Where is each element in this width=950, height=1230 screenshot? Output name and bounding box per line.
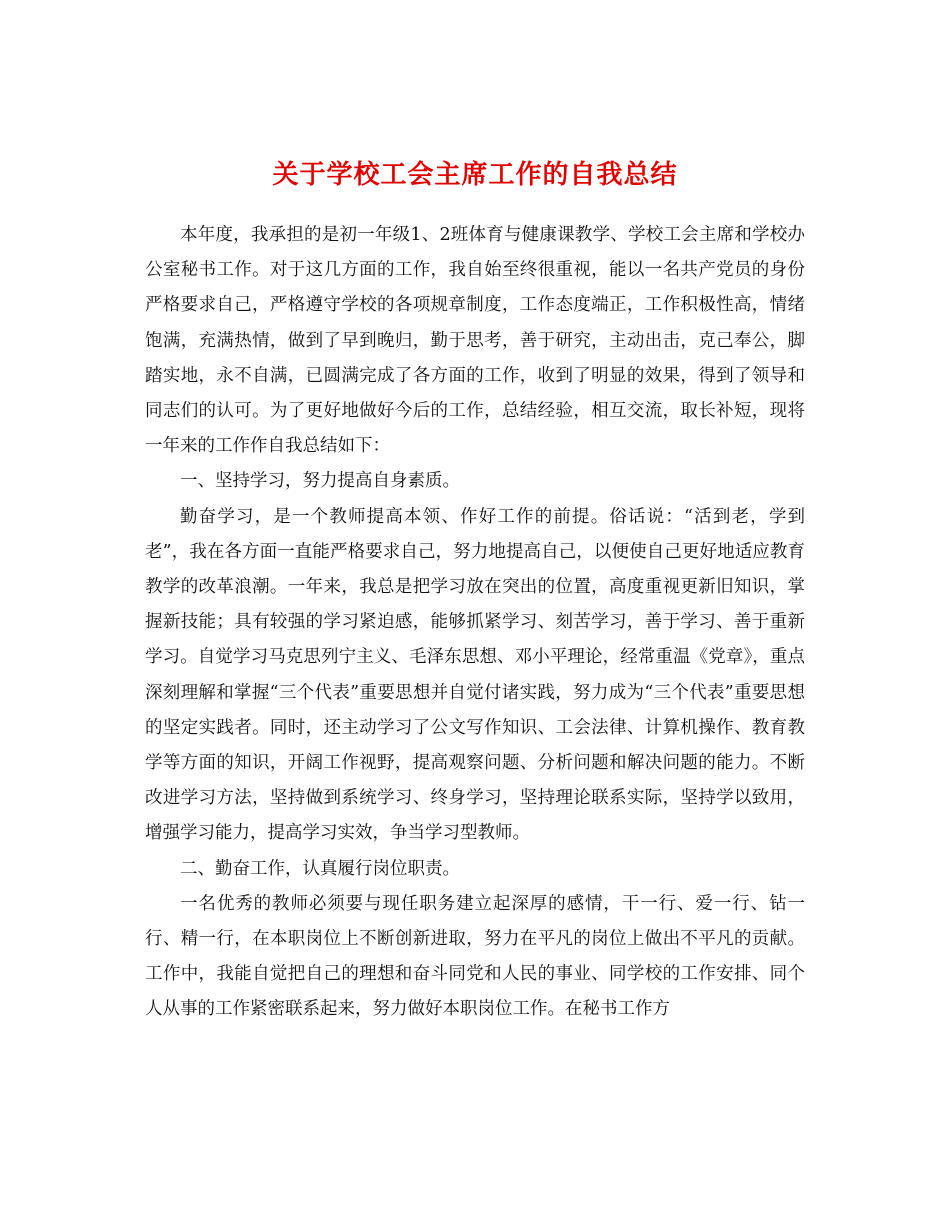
- document-title: 关于学校工会主席工作的自我总结: [272, 160, 678, 191]
- paragraph-work: 一名优秀的教师必须要与现任职务建立起深厚的感情，干一行、爱一行、钻一行、精一行，在本职岗位上不断创新进取，努力在平凡的岗位上做出不平凡的贡献。工作中，我能自觉把自己的理想和奋斗同党和人民的事业、同学校的工作安排、同个人从事的工作紧密联系起来，努力做好本职岗位工作。在秘书工作方: [145, 893, 805, 1020]
- section-heading-1: 一、坚持学习，努力提高自身素质。: [180, 471, 460, 492]
- document-body: [145, 218, 805, 1028]
- paragraph-study: 勤奋学习，是一个教师提高本领、作好工作的前提。俗话说：“活到老，学到老”，我在各方面一直能严格要求自己，努力地提高自己，以便使自己更好地适应教育教学的改革浪潮。一年来，我总是把学习放在突出的位置，高度重视更新旧知识，掌握新技能；具有较强的学习紧迫感，能够抓紧学习、刻苦学习，善于学习、善于重新学习。自觉学习马克思列宁主义、毛泽东思想、邓小平理论，经常重温《党章》，重点深刻理解和掌握“三个代表”重要思想并自觉付诸实践，努力成为“三个代表”重要思想的坚定实践者。同时，还主动学习了公文写作知识、工会法律、计算机操作、教育教学等方面的知识，开阔工作视野，提高观察问题、分析问题和解决问题的能力。不断改进学习方法，坚持做到系统学习、终身学习，坚持理论联系实际，坚持学以致用，增强学习能力，提高学习实效，争当学习型教师。: [145, 506, 805, 844]
- section-heading-2: 二、勤奋工作，认真履行岗位职责。: [180, 858, 460, 879]
- paragraph-intro: 本年度，我承担的是初一年级1、2班体育与健康课教学、学校工会主席和学校办公室秘书工作。对于这几方面的工作，我自始至终很重视，能以一名共产党员的身份严格要求自己，严格遵守学校的各项规章制度，工作态度端正，工作积极性高，情绪饱满，充满热情，做到了早到晚归，勤于思考，善于研究，主动出击，克己奉公，脚踏实地，永不自满，已圆满完成了各方面的工作，收到了明显的效果，得到了领导和同志们的认可。为了更好地做好今后的工作，总结经验，相互交流，取长补短，现将一年来的工作作自我总结如下：: [145, 225, 805, 457]
